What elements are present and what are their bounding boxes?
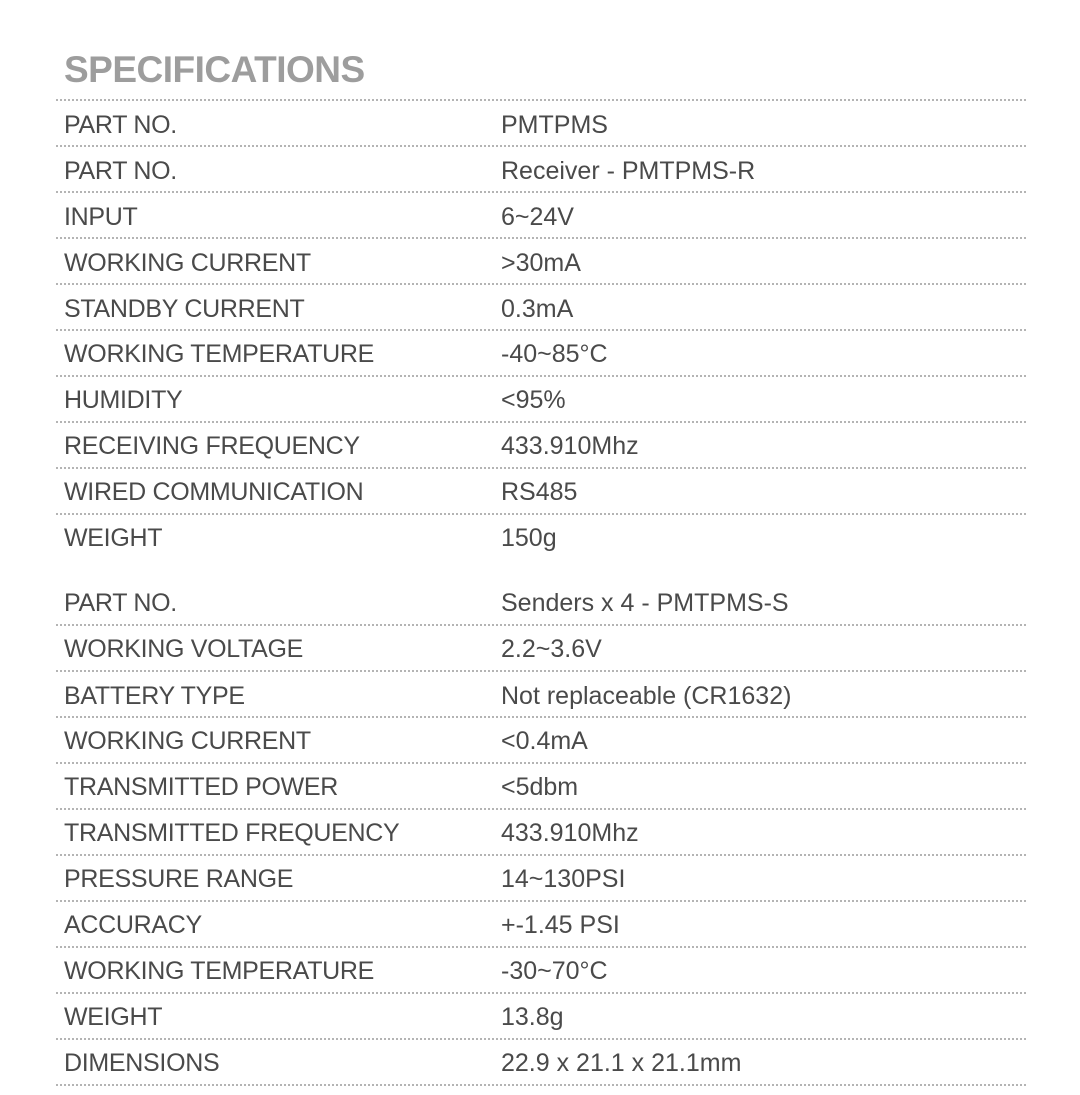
spec-label: PART NO. [64, 589, 177, 617]
spec-row-working-voltage [56, 629, 1026, 669]
spec-value: Receiver - PMTPMS-R [501, 157, 756, 185]
divider [56, 375, 1026, 377]
divider [56, 99, 1026, 101]
spec-row-humidity [56, 380, 1026, 420]
spec-label: WIRED COMMUNICATION [64, 478, 364, 506]
spec-label: WEIGHT [64, 1003, 163, 1031]
spec-value: 14~130PSI [501, 865, 626, 893]
spec-label: WORKING VOLTAGE [64, 635, 304, 663]
spec-row-transmitted-power [56, 767, 1026, 807]
spec-label: WORKING CURRENT [64, 249, 311, 277]
divider [56, 716, 1026, 718]
spec-label: STANDBY CURRENT [64, 295, 305, 323]
spec-label: PART NO. [64, 157, 177, 185]
divider [56, 191, 1026, 193]
spec-value: -40~85°C [501, 340, 608, 368]
divider [56, 900, 1026, 902]
divider [56, 283, 1026, 285]
spec-value: PMTPMS [501, 111, 608, 139]
spec-value: >30mA [501, 249, 581, 277]
spec-value: 0.3mA [501, 295, 574, 323]
spec-value: 22.9 x 21.1 x 21.1mm [501, 1049, 742, 1077]
spec-row-working-temperature [56, 334, 1026, 374]
spec-value: 150g [501, 524, 557, 552]
spec-label: RECEIVING FREQUENCY [64, 432, 360, 460]
divider [56, 992, 1026, 994]
spec-row-dimensions [56, 1043, 1026, 1083]
spec-label: WORKING TEMPERATURE [64, 340, 375, 368]
spec-value: 13.8g [501, 1003, 564, 1031]
spec-value: <95% [501, 386, 566, 414]
divider [56, 854, 1026, 856]
spec-label: INPUT [64, 203, 138, 231]
divider [56, 670, 1026, 672]
spec-value: 433.910Mhz [501, 819, 639, 847]
spec-label: ACCURACY [64, 911, 202, 939]
divider [56, 467, 1026, 469]
spec-value: 6~24V [501, 203, 574, 231]
spec-row-pressure-range [56, 859, 1026, 899]
spec-value: RS485 [501, 478, 578, 506]
spec-row-working-current [56, 243, 1026, 283]
spec-label: WEIGHT [64, 524, 163, 552]
spec-row-standby-current [56, 289, 1026, 329]
divider [56, 762, 1026, 764]
spec-value: Not replaceable (CR1632) [501, 682, 792, 710]
spec-label: TRANSMITTED FREQUENCY [64, 819, 400, 847]
spec-label: PRESSURE RANGE [64, 865, 294, 893]
spec-row-receiver-model [56, 151, 1026, 191]
spec-value: -30~70°C [501, 957, 608, 985]
spec-value: 433.910Mhz [501, 432, 639, 460]
divider [56, 421, 1026, 423]
divider [56, 513, 1026, 515]
divider [56, 946, 1026, 948]
spec-row-weight [56, 518, 1026, 558]
divider [56, 237, 1026, 239]
spec-row-sender-working-temperature [56, 951, 1026, 991]
spec-value: +-1.45 PSI [501, 911, 620, 939]
spec-row-input [56, 197, 1026, 237]
spec-row-receiving-frequency [56, 426, 1026, 466]
spec-row-sender-working-current [56, 721, 1026, 761]
spec-row-accuracy [56, 905, 1026, 945]
spec-label: PART NO. [64, 111, 177, 139]
page-title: SPECIFICATIONS [64, 49, 365, 90]
spec-value: <5dbm [501, 773, 579, 801]
spec-label: WORKING CURRENT [64, 727, 311, 755]
divider [56, 1084, 1026, 1086]
spec-value: 2.2~3.6V [501, 635, 602, 663]
divider [56, 808, 1026, 810]
divider [56, 624, 1026, 626]
spec-row-wired-communication [56, 472, 1026, 512]
divider [56, 329, 1026, 331]
spec-value: Senders x 4 - PMTPMS-S [501, 589, 789, 617]
spec-row-battery-type [56, 676, 1026, 716]
spec-label: BATTERY TYPE [64, 682, 245, 710]
spec-label: WORKING TEMPERATURE [64, 957, 375, 985]
divider [56, 1038, 1026, 1040]
spec-value: <0.4mA [501, 727, 588, 755]
spec-label: DIMENSIONS [64, 1049, 220, 1077]
spec-row-sender-weight [56, 997, 1026, 1037]
spec-label: HUMIDITY [64, 386, 183, 414]
spec-row-senders-part-no [56, 583, 1026, 623]
spec-row-transmitted-frequency [56, 813, 1026, 853]
divider [56, 145, 1026, 147]
spec-row-receiver-part-no [56, 105, 1026, 145]
spec-label: TRANSMITTED POWER [64, 773, 339, 801]
